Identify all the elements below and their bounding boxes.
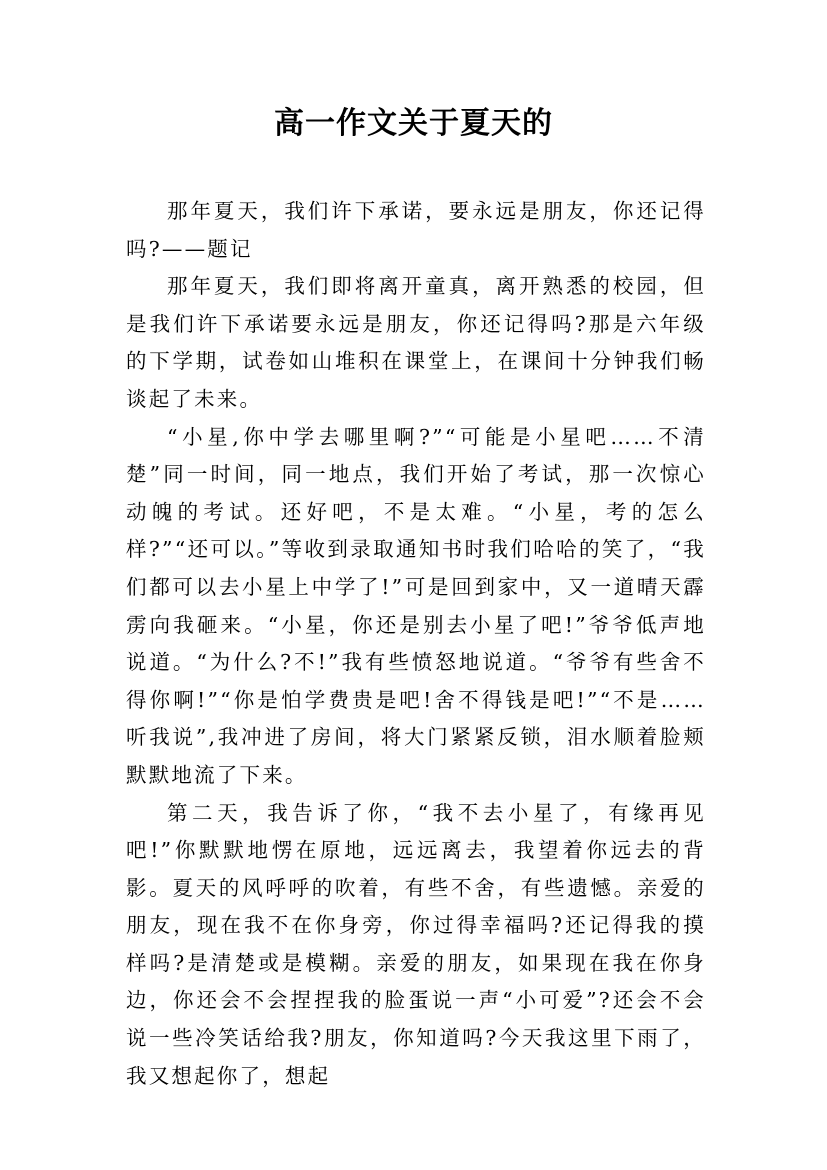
paragraph-2: “小星,你中学去哪里啊?”“可能是小星吧……不清楚”同一时间，同一地点，我们开始了考试，那一次惊心动魄的考试。还好吧，不是太难。“小星，考的怎么样?”“还可以。”等收到录取通知书时我们哈哈的笑了，“我们都可以去小星上中学了!”可是回到家中，又一道晴天霹雳向我砸来。“小星，你还是别去小星了吧!”爷爷低声地说道。“为什么?不!”我有些愤怒地说道。“爷爷有些舍不得你啊!”“你是怕学费贵是吧!舍不得钱是吧!”“不是……听我说”,我冲进了房间，将大门紧紧反锁，泪水顺着脸颊默默地流了下来。 xyxy=(126,424,706,787)
document-title: 高一作文关于夏天的 xyxy=(274,106,553,141)
paragraph-1: 那年夏天，我们即将离开童真，离开熟悉的校园，但是我们许下承诺要永远是朋友，你还记得吗?那是六年级的下学期，试卷如山堆积在课堂上，在课间十分钟我们畅谈起了未来。 xyxy=(126,274,706,411)
paragraph-epigraph: 那年夏天，我们许下承诺，要永远是朋友，你还记得吗?——题记 xyxy=(126,199,706,261)
paragraph-3: 第二天，我告诉了你，“我不去小星了，有缘再见吧!”你默默地愣在原地，远远离去，我望着你远去的背影。夏天的风呼呼的吹着，有些不舍，有些遗憾。亲爱的朋友，现在我不在你身旁，你过得幸福吗?还记得我的摸样吗?是清楚或是模糊。亲爱的朋友，如果现在我在你身边，你还会不会捏捏我的脸蛋说一声“小可爱”?还会不会说一些冷笑话给我?朋友，你知道吗?今天我这里下雨了，我又想起你了，想起 xyxy=(126,800,706,1088)
document-body xyxy=(126,193,706,1095)
